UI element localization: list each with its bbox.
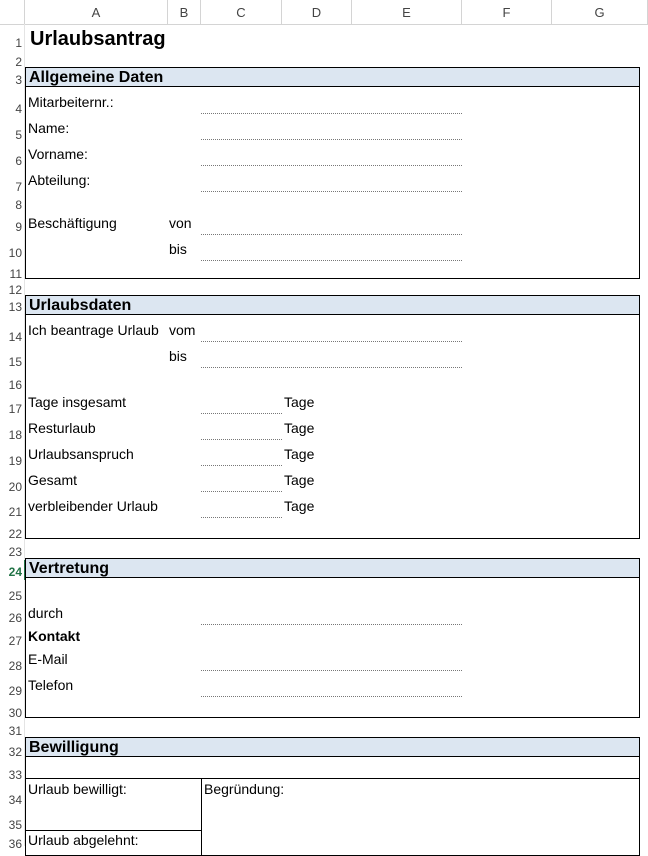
field-beschaeftigung-von[interactable] — [201, 234, 462, 235]
field-abteilung[interactable] — [201, 191, 462, 192]
row-header[interactable]: 12 — [8, 283, 22, 297]
row-header[interactable]: 31 — [8, 724, 22, 738]
row-header[interactable]: 5 — [15, 128, 22, 142]
label-gesamt: Gesamt — [28, 472, 78, 488]
field-telefon[interactable] — [201, 696, 462, 697]
field-tage-insgesamt[interactable] — [201, 413, 282, 414]
row-header[interactable]: 28 — [8, 659, 22, 673]
row-header[interactable]: 13 — [8, 300, 22, 314]
unit-tage: Tage — [284, 394, 315, 410]
label-resturlaub: Resturlaub — [28, 420, 96, 436]
unit-tage: Tage — [284, 420, 315, 436]
label-abteilung: Abteilung: — [28, 172, 91, 188]
field-urlaub-vom[interactable] — [201, 341, 462, 342]
row-header[interactable]: 6 — [15, 154, 22, 168]
label-von: von — [169, 215, 192, 231]
field-resturlaub[interactable] — [201, 439, 282, 440]
label-name: Name: — [28, 120, 70, 136]
label-verbleibender-urlaub: verbleibender Urlaub — [28, 498, 158, 514]
column-header-g[interactable]: G — [552, 0, 648, 24]
label-vom: vom — [169, 322, 196, 338]
field-gesamt[interactable] — [201, 491, 282, 492]
row-header[interactable]: 18 — [8, 428, 22, 442]
field-email[interactable] — [201, 670, 462, 671]
row-header[interactable]: 26 — [8, 611, 22, 625]
label-beschaeftigung: Beschäftigung — [28, 215, 117, 231]
label-bis: bis — [169, 241, 187, 257]
section-title: Bewilligung — [29, 739, 119, 756]
row-header[interactable]: 11 — [9, 267, 22, 281]
label-kontakt: Kontakt — [28, 628, 81, 644]
label-urlaubsanspruch: Urlaubsanspruch — [28, 446, 134, 462]
row-header[interactable]: 35 — [8, 818, 22, 832]
page-title: Urlaubsantrag — [30, 28, 166, 50]
row-header[interactable]: 10 — [8, 246, 22, 260]
unit-tage: Tage — [284, 472, 315, 488]
row-header[interactable]: 9 — [15, 220, 22, 234]
column-header-e[interactable]: E — [352, 0, 462, 24]
field-verbleibender-urlaub[interactable] — [201, 517, 282, 518]
select-all-corner[interactable] — [0, 0, 25, 24]
section-title: Allgemeine Daten — [29, 69, 164, 86]
column-header-d[interactable]: D — [282, 0, 352, 24]
section-box-allgemeine-daten — [25, 86, 640, 279]
field-name[interactable] — [201, 139, 462, 140]
section-header-urlaubsdaten — [25, 295, 640, 315]
row-header[interactable]: 23 — [8, 545, 22, 559]
row-header[interactable]: 1 — [15, 36, 22, 50]
label-tage-insgesamt: Tage insgesamt — [28, 394, 127, 410]
column-header-bar — [0, 0, 648, 25]
row-header[interactable]: 21 — [8, 505, 22, 519]
row-header[interactable]: 24 — [8, 565, 22, 579]
label-vorname: Vorname: — [28, 146, 88, 162]
row-header[interactable]: 29 — [8, 684, 22, 698]
section-title: Urlaubsdaten — [29, 297, 132, 314]
row-header[interactable]: 19 — [8, 454, 22, 468]
row-header[interactable]: 33 — [8, 768, 22, 782]
section-title: Vertretung — [29, 560, 110, 577]
column-header-b[interactable]: B — [168, 0, 201, 24]
section-header-bewilligung — [25, 737, 640, 757]
row-header[interactable]: 34 — [8, 793, 22, 807]
row-header[interactable]: 32 — [8, 745, 22, 759]
bewilligung-column-divider — [201, 778, 202, 856]
field-urlaubsanspruch[interactable] — [201, 465, 282, 466]
column-header-a[interactable]: A — [25, 0, 168, 24]
column-header-f[interactable]: F — [462, 0, 552, 24]
row-header[interactable]: 30 — [8, 706, 22, 720]
unit-tage: Tage — [284, 446, 315, 462]
row-header[interactable]: 8 — [15, 198, 22, 212]
section-header-vertretung — [25, 558, 640, 578]
row-header[interactable]: 2 — [15, 55, 22, 69]
row-header[interactable]: 16 — [8, 378, 22, 392]
label-urlaub-bewilligt: Urlaub bewilligt: — [28, 781, 127, 797]
label-mitarbeiternr: Mitarbeiternr.: — [28, 94, 114, 110]
row-header[interactable]: 20 — [8, 480, 22, 494]
row-header[interactable]: 25 — [8, 589, 22, 603]
row-header[interactable]: 14 — [8, 330, 22, 344]
row-header[interactable]: 4 — [15, 102, 22, 116]
row-header[interactable]: 15 — [8, 355, 22, 369]
field-vertretung-durch[interactable] — [201, 624, 462, 625]
section-header-allgemeine-daten — [25, 67, 640, 87]
row-header[interactable]: 17 — [8, 402, 22, 416]
label-beantrage-urlaub: Ich beantrage Urlaub — [28, 322, 159, 338]
row-header[interactable]: 22 — [8, 527, 22, 541]
label-telefon: Telefon — [28, 677, 74, 693]
row-header[interactable]: 7 — [15, 180, 22, 194]
label-urlaub-abgelehnt: Urlaub abgelehnt: — [28, 832, 139, 848]
field-vorname[interactable] — [201, 165, 462, 166]
row-header[interactable]: 36 — [8, 837, 22, 851]
unit-tage: Tage — [284, 498, 315, 514]
row-header[interactable]: 3 — [15, 73, 22, 87]
label-begruendung: Begründung: — [204, 781, 285, 797]
field-urlaub-bis[interactable] — [201, 367, 462, 368]
label-urlaub-bis: bis — [169, 348, 187, 364]
row-header[interactable]: 27 — [8, 634, 22, 648]
field-beschaeftigung-bis[interactable] — [201, 260, 462, 261]
label-email: E-Mail — [28, 651, 68, 667]
column-header-c[interactable]: C — [201, 0, 282, 24]
field-mitarbeiternr[interactable] — [201, 113, 462, 114]
label-durch: durch — [28, 605, 64, 621]
bewilligung-cell-divider — [25, 830, 201, 831]
